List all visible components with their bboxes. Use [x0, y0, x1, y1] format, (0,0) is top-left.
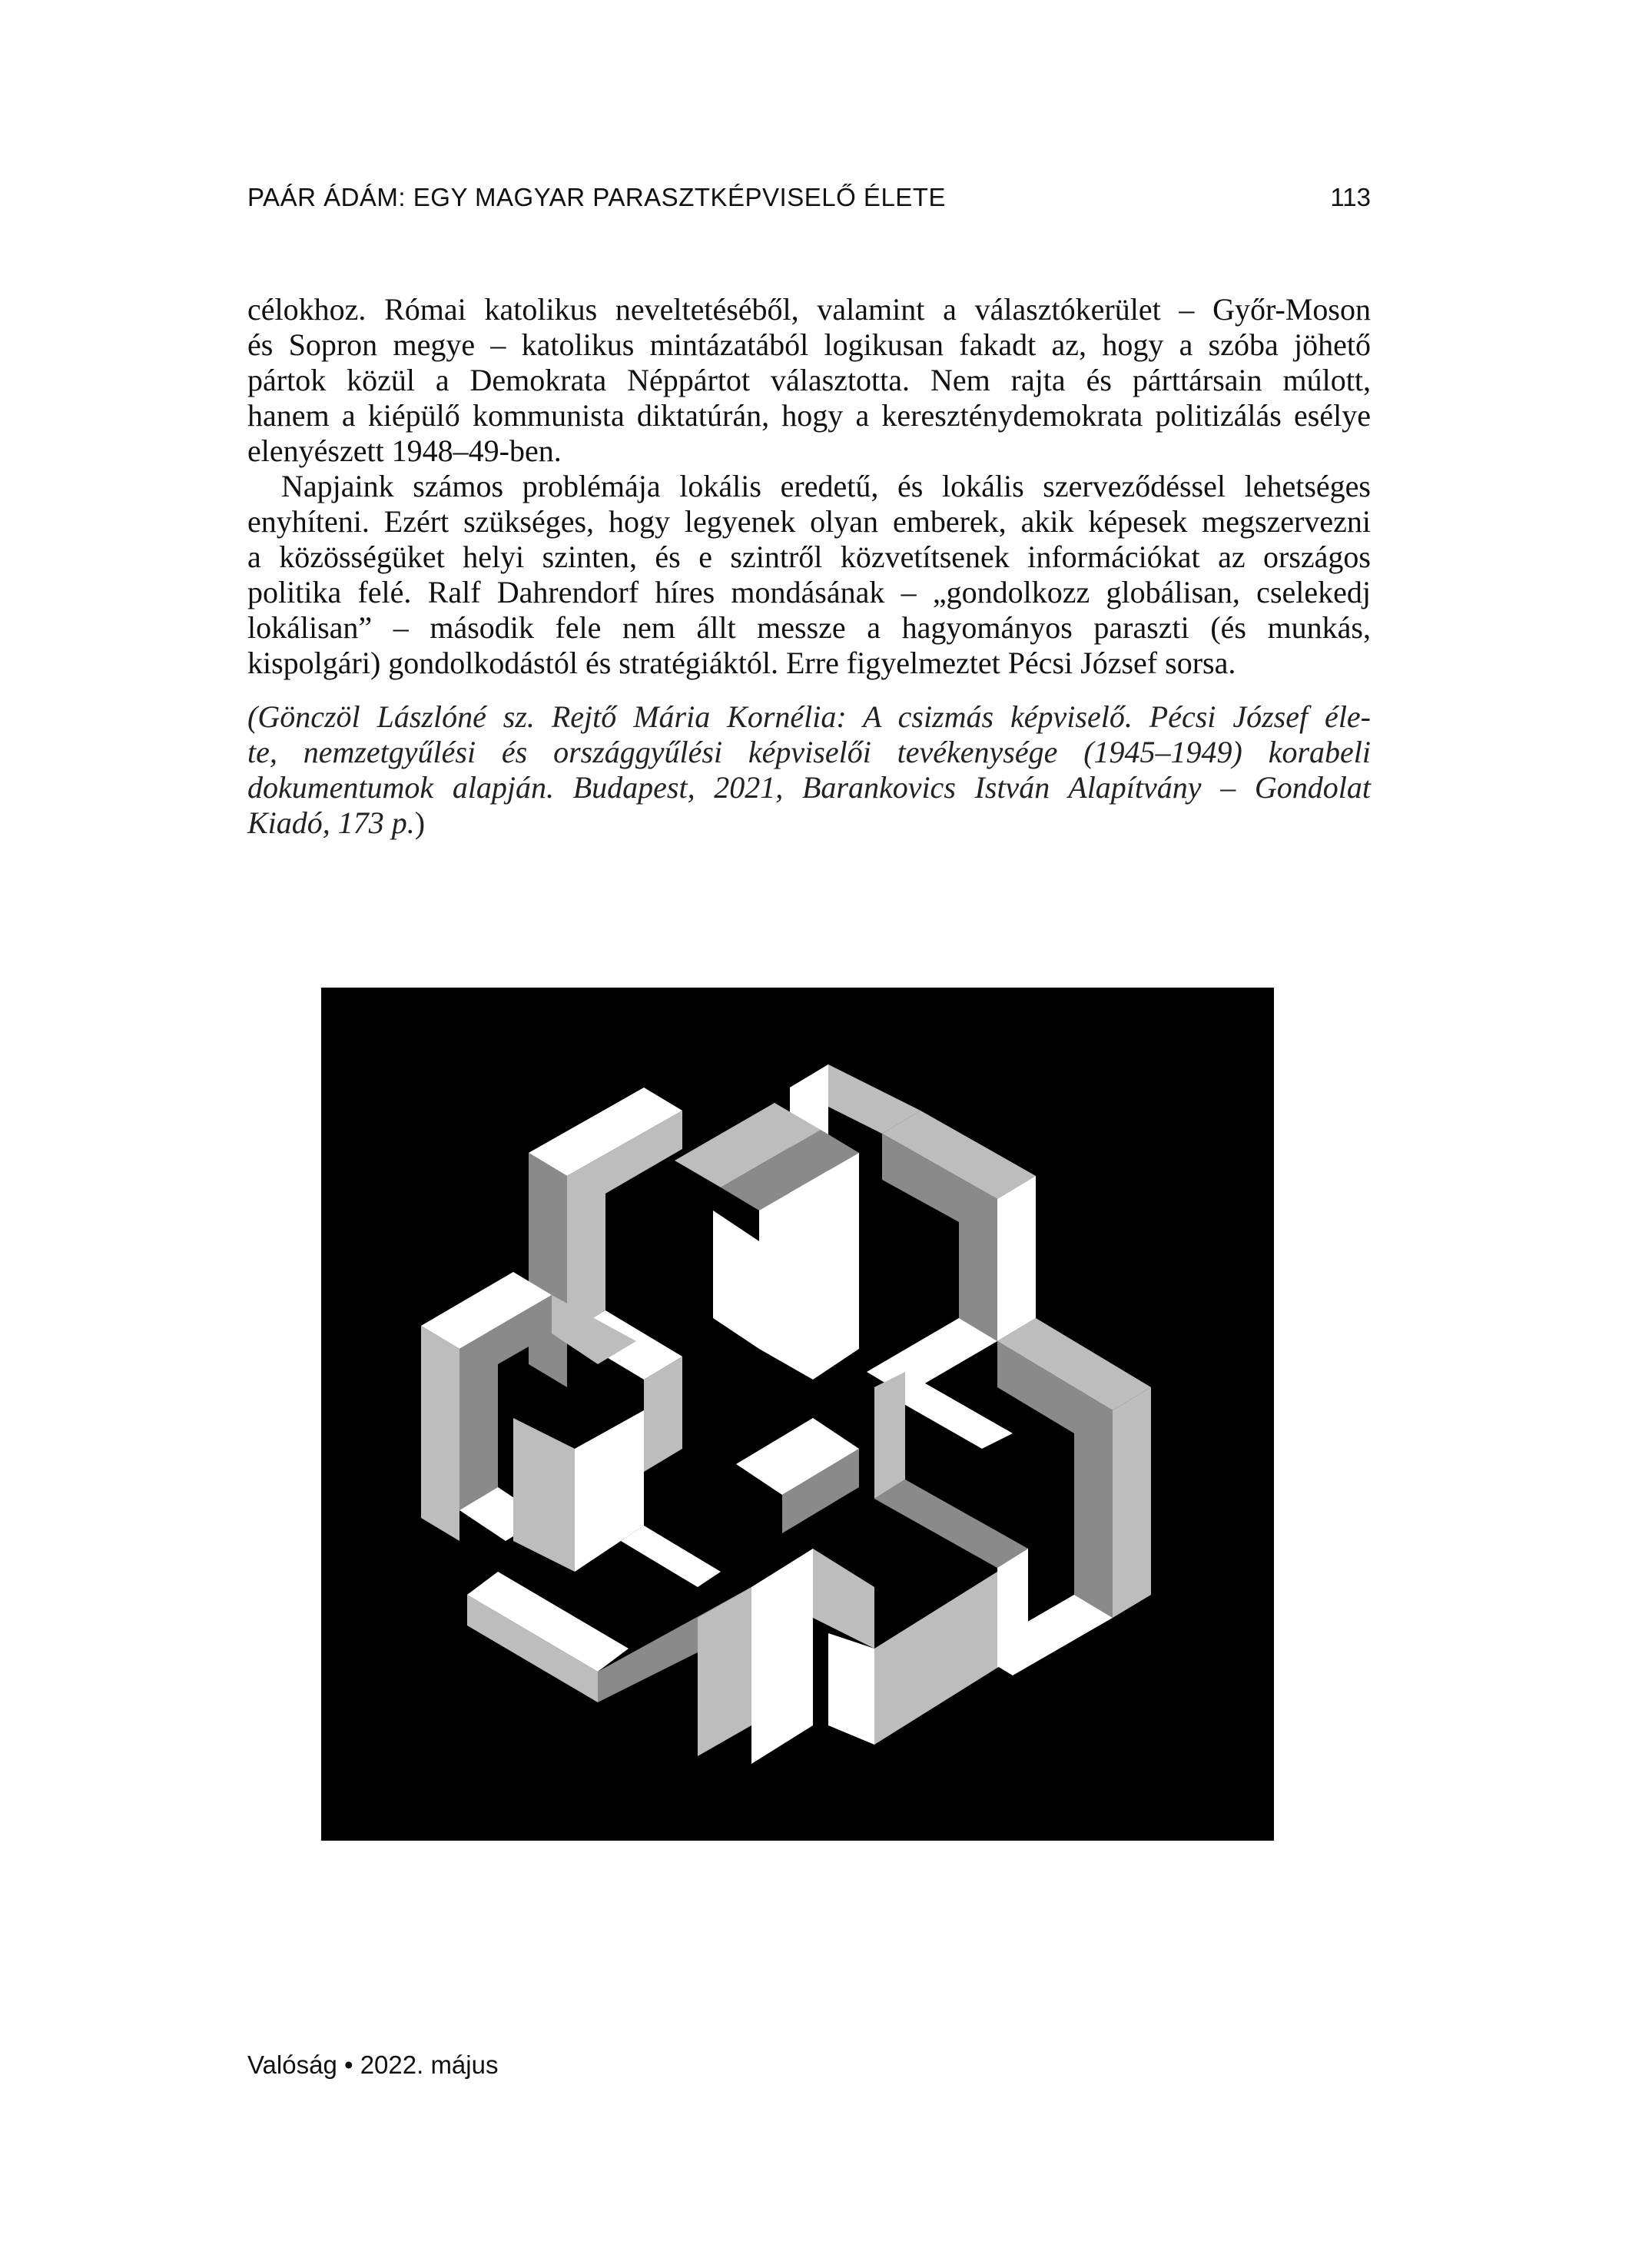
citation-line — [247, 805, 1371, 841]
running-header — [247, 183, 1371, 221]
body-line: hanem a kiépülő kommunista diktatúrán, hogy a kereszténydemokrata politizálás esélye — [247, 398, 1371, 433]
body-line: és Sopron megye – katolikus mintázatából logikusan fakadt az, hogy a szóba jöhető — [247, 327, 1371, 362]
running-title: PAÁR ÁDÁM: EGY MAGYAR PARASZTKÉPVISELŐ ÉLETE — [247, 183, 946, 211]
body-line: lokálisan” – második fele nem állt messze a hagyományos paraszti (és munkás, — [247, 610, 1371, 645]
body-line: enyhíteni. Ezért szükséges, hogy legyenek olyan emberek, akik képesek megszervezni — [247, 504, 1371, 539]
impossible-figure-svg — [321, 988, 1274, 1841]
citation-line: te, nemzetgyűlési és országgyűlési képviselői tevékenysége (1945–1949) korabeli — [247, 735, 1371, 769]
page-number: 113 — [1330, 183, 1371, 211]
citation-last-text: Kiadó, 173 p. — [247, 805, 415, 840]
body-text — [247, 292, 1371, 681]
body-line: a közösségüket helyi szinten, és e szintről közvetítsenek információkat az országos — [247, 540, 1371, 574]
body-line: elenyészett 1948–49-ben. — [247, 433, 562, 468]
body-line: pártok közül a Demokrata Néppártot választotta. Nem rajta és párttársain múlott, — [247, 363, 1371, 397]
body-line: politika felé. Ralf Dahrendorf híres mondásának – „gondolkozz globálisan, cselekedj — [247, 575, 1371, 609]
impossible-figure-illustration — [321, 988, 1274, 1841]
citation-line: dokumentumok alapján. Budapest, 2021, Barankovics István Alapítvány – Gondolat — [247, 770, 1371, 805]
citation-close-paren: ) — [414, 805, 426, 840]
page-footer: Valóság • 2022. május — [247, 2050, 499, 2079]
citation-line: (Gönczöl Lászlóné sz. Rejtő Mária Kornélia: A csizmás képviselő. Pécsi József éle- — [247, 699, 1371, 734]
body-line: célokhoz. Római katolikus neveltetéséből, valamint a választókerület – Győr-Moson — [247, 292, 1371, 327]
body-line: Napjaink számos problémája lokális eredetű, és lokális szerveződéssel lehetséges — [281, 469, 1371, 503]
book-citation — [247, 699, 1371, 841]
body-line: kispolgári) gondolkodástól és stratégiáktól. Erre figyelmeztet Pécsi József sorsa. — [247, 646, 1236, 680]
